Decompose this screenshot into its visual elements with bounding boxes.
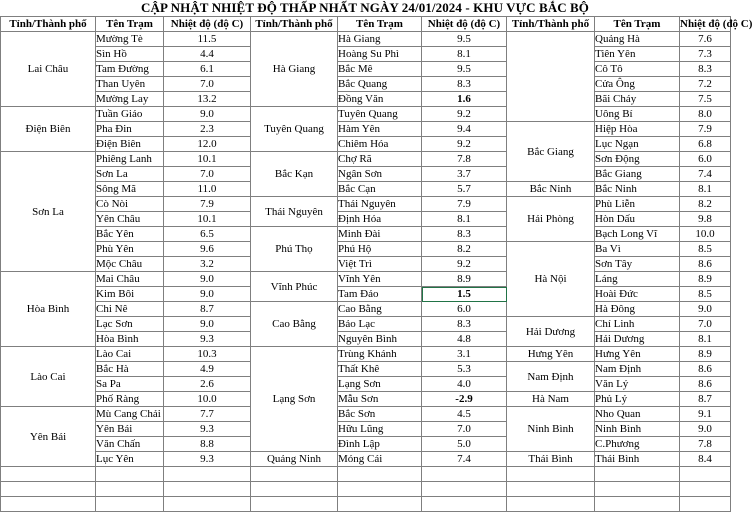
empty-cell[interactable] [338,467,422,482]
temperature-cell[interactable]: 12.0 [164,137,251,152]
table-row [1,437,731,452]
station-cell[interactable]: Phiêng Lanh [96,152,164,167]
station-cell[interactable]: Lạng Sơn [338,377,422,392]
temperature-cell[interactable]: 2.6 [164,377,251,392]
station-cell[interactable]: Bắc Cạn [338,182,422,197]
table-row [1,407,731,422]
station-cell[interactable]: Nho Quan [595,407,680,422]
table-row [1,77,731,92]
temperature-cell[interactable]: 1.6 [422,92,507,107]
temperature-cell[interactable]: 8.5 [680,242,731,257]
station-cell[interactable]: Phù Liễn [595,197,680,212]
table-row [1,92,731,107]
station-cell[interactable]: Mẫu Sơn [338,392,422,407]
station-cell[interactable]: Hà Giang [338,32,422,47]
station-cell[interactable]: Sìn Hồ [96,47,164,62]
station-cell[interactable]: Tam Đảo [338,287,422,302]
temperature-cell[interactable]: 6.0 [680,152,731,167]
station-cell[interactable]: Việt Trì [338,257,422,272]
temperature-cell[interactable]: 9.0 [164,287,251,302]
table-row [1,197,731,212]
temperature-table [0,16,752,480]
station-cell[interactable]: Minh Đài [338,227,422,242]
station-cell[interactable]: Cao Bằng [338,302,422,317]
header-province-1[interactable]: Tỉnh/Thành phố [1,17,96,32]
temperature-cell[interactable]: 8.7 [680,392,731,407]
empty-cell[interactable] [1,482,96,497]
table-row [1,347,731,362]
temperature-cell[interactable]: 9.3 [164,422,251,437]
province-cell[interactable]: Sơn La [1,152,96,272]
temperature-cell[interactable]: 7.9 [680,122,731,137]
station-cell[interactable]: Bắc Hà [96,362,164,377]
temperature-cell[interactable]: 4.9 [164,362,251,377]
empty-cell[interactable] [680,467,731,482]
station-cell[interactable]: Lục Yên [96,452,164,467]
empty-cell[interactable] [338,497,422,512]
station-cell[interactable]: Pha Đin [96,122,164,137]
table-body [1,32,731,512]
temperature-cell[interactable]: 7.9 [422,197,507,212]
temperature-cell[interactable]: 3.1 [422,347,507,362]
province-cell[interactable]: Hà Nội [507,242,595,317]
temperature-cell[interactable]: 9.2 [422,107,507,122]
station-cell[interactable]: C.Phương [595,437,680,452]
table-row [1,332,731,347]
header-temp-1[interactable]: Nhiệt độ (độ C) [164,17,251,32]
province-cell[interactable]: Tuyên Quang [251,107,338,152]
temperature-cell[interactable]: 9.3 [164,332,251,347]
table-row [1,227,731,242]
station-cell[interactable]: Mai Châu [96,272,164,287]
station-cell[interactable]: Điện Biên [96,137,164,152]
station-cell[interactable]: Yên Châu [96,212,164,227]
station-cell[interactable]: Đình Lập [338,437,422,452]
table-row [1,167,731,182]
header-province-2[interactable]: Tỉnh/Thành phố [251,17,338,32]
station-cell[interactable]: Trùng Khánh [338,347,422,362]
temperature-cell[interactable]: 8.1 [680,182,731,197]
temperature-cell[interactable]: 11.0 [164,182,251,197]
empty-cell[interactable] [96,497,164,512]
temperature-cell[interactable]: 7.8 [680,437,731,452]
province-cell[interactable]: Quảng Ninh [251,452,338,467]
temperature-cell[interactable]: 8.6 [680,257,731,272]
temperature-cell[interactable]: 8.3 [422,227,507,242]
empty-cell[interactable] [164,482,251,497]
temperature-cell[interactable]: 10.1 [164,152,251,167]
temperature-cell[interactable]: 9.5 [422,62,507,77]
station-cell[interactable]: Láng [595,272,680,287]
table-row [1,362,731,377]
station-cell[interactable]: Bắc Sơn [338,407,422,422]
empty-cell[interactable] [164,467,251,482]
temperature-cell[interactable]: 5.0 [422,437,507,452]
station-cell[interactable]: Tiên Yên [595,47,680,62]
temperature-cell[interactable]: 8.3 [422,77,507,92]
temperature-cell[interactable]: 8.7 [164,302,251,317]
temperature-cell[interactable]: 10.0 [680,227,731,242]
station-cell[interactable]: Định Hóa [338,212,422,227]
empty-cell[interactable] [338,482,422,497]
temperature-cell[interactable]: 7.3 [680,47,731,62]
station-cell[interactable]: Bắc Giang [595,167,680,182]
station-cell[interactable]: Ba Vì [595,242,680,257]
station-cell[interactable]: Sơn Động [595,152,680,167]
temperature-cell[interactable]: 4.8 [422,332,507,347]
temperature-cell[interactable]: 7.6 [680,32,731,47]
table-row [1,62,731,77]
table-row [1,122,731,137]
empty-cell[interactable] [96,467,164,482]
header-province-3[interactable]: Tỉnh/Thành phố [507,17,595,32]
temperature-cell[interactable]: 8.9 [680,347,731,362]
temperature-cell[interactable]: 9.6 [164,242,251,257]
temperature-cell[interactable]: 9.0 [164,317,251,332]
temperature-cell[interactable]: 7.7 [164,407,251,422]
station-cell[interactable]: Bắc Yên [96,227,164,242]
table-row [1,422,731,437]
temperature-cell[interactable]: 7.4 [680,167,731,182]
station-cell[interactable]: Hà Đông [595,302,680,317]
temperature-cell[interactable]: 11.5 [164,32,251,47]
station-cell[interactable]: Sa Pa [96,377,164,392]
station-cell[interactable]: Chợ Rã [338,152,422,167]
temperature-cell[interactable]: 7.8 [422,152,507,167]
table-row [1,377,731,392]
station-cell[interactable]: Mường Tè [96,32,164,47]
table-row [1,452,731,467]
table-row [1,182,731,197]
empty-cell[interactable] [96,482,164,497]
page-title: CẬP NHẬT NHIỆT ĐỘ THẤP NHẤT NGÀY 24/01/2024 - KHU VỰC BẮC BỘ [140,0,590,15]
empty-cell[interactable] [1,497,96,512]
station-cell[interactable]: Sông Mã [96,182,164,197]
temperature-cell[interactable]: 8.6 [680,377,731,392]
province-cell[interactable]: Hòa Bình [1,272,96,347]
temperature-cell[interactable]: 8.1 [422,47,507,62]
station-cell[interactable]: Tuần Giáo [96,107,164,122]
station-cell[interactable]: Thái Bình [595,452,680,467]
province-cell[interactable]: Hải Dương [507,317,595,347]
temperature-cell[interactable]: 5.7 [422,182,507,197]
temperature-cell[interactable]: 8.4 [680,452,731,467]
table-row [1,272,731,287]
temperature-cell[interactable]: 10.3 [164,347,251,362]
province-cell[interactable] [507,32,595,122]
station-cell[interactable]: Hải Dương [595,332,680,347]
province-cell[interactable]: Hà Giang [251,32,338,107]
empty-cell[interactable] [595,497,680,512]
table-row [1,302,731,317]
header-temp-2[interactable]: Nhiệt độ (độ C) [422,17,507,32]
temperature-cell[interactable]: 8.0 [680,107,731,122]
table-row [1,242,731,257]
temperature-cell[interactable]: 6.5 [164,227,251,242]
station-cell[interactable]: Yên Bái [96,422,164,437]
station-cell[interactable]: Phú Hộ [338,242,422,257]
station-cell[interactable]: Mộc Châu [96,257,164,272]
table-row [1,257,731,272]
station-cell[interactable]: Phố Ràng [96,392,164,407]
station-cell[interactable]: Kim Bôi [96,287,164,302]
header-station-3[interactable]: Tên Trạm [595,17,680,32]
table-row [1,287,731,302]
province-cell[interactable]: Thái Nguyên [251,197,338,227]
station-cell[interactable]: Bắc Quang [338,77,422,92]
spreadsheet-table [0,16,752,512]
station-cell[interactable]: Chí Linh [595,317,680,332]
temperature-cell[interactable]: 9.8 [680,212,731,227]
temperature-cell[interactable]: 9.3 [164,452,251,467]
empty-cell[interactable] [507,482,595,497]
station-cell[interactable]: Phủ Lý [595,392,680,407]
province-cell[interactable]: Điện Biên [1,107,96,152]
station-cell[interactable]: Móng Cái [338,452,422,467]
province-cell[interactable]: Yên Bái [1,407,96,467]
table-row [1,317,731,332]
temperature-cell[interactable]: 8.3 [422,317,507,332]
temperature-cell[interactable]: 8.2 [422,242,507,257]
temperature-cell[interactable]: 8.9 [422,272,507,287]
temperature-cell[interactable]: 4.0 [422,377,507,392]
temperature-cell[interactable]: 6.8 [680,137,731,152]
temperature-cell[interactable]: 7.0 [680,317,731,332]
empty-cell[interactable] [422,482,507,497]
station-cell[interactable]: Ninh Bình [595,422,680,437]
province-cell[interactable]: Hải Phòng [507,197,595,242]
empty-cell[interactable] [164,497,251,512]
station-cell[interactable]: Hàm Yên [338,122,422,137]
station-cell[interactable]: Uông Bí [595,107,680,122]
temperature-cell[interactable]: 5.3 [422,362,507,377]
empty-cell[interactable] [507,497,595,512]
temperature-cell[interactable]: 8.8 [164,437,251,452]
station-cell[interactable]: Chiêm Hóa [338,137,422,152]
station-cell[interactable]: Chi Nê [96,302,164,317]
temperature-cell[interactable]: 3.2 [164,257,251,272]
station-cell[interactable]: Cô Tô [595,62,680,77]
province-cell[interactable]: Lào Cai [1,347,96,407]
province-cell[interactable]: Vĩnh Phúc [251,272,338,302]
header-station-2[interactable]: Tên Trạm [338,17,422,32]
province-cell[interactable]: Lai Châu [1,32,96,107]
station-cell[interactable]: Hoài Đức [595,287,680,302]
province-cell[interactable]: Bắc Ninh [507,182,595,197]
temperature-cell[interactable]: 8.5 [680,287,731,302]
empty-cell[interactable] [680,497,731,512]
temperature-cell[interactable]: 9.0 [680,302,731,317]
temperature-cell[interactable]: 13.2 [164,92,251,107]
header-station-1[interactable]: Tên Trạm [96,17,164,32]
table-row [1,482,731,497]
temperature-cell[interactable]: 10.1 [164,212,251,227]
station-cell[interactable]: Hưng Yên [595,347,680,362]
temperature-cell[interactable]: 2.3 [164,122,251,137]
temperature-cell[interactable]: 7.2 [680,77,731,92]
table-row [1,47,731,62]
station-cell[interactable]: Lào Cai [96,347,164,362]
station-cell[interactable]: Thái Nguyên [338,197,422,212]
temperature-cell[interactable]: 7.9 [164,197,251,212]
station-cell[interactable]: Hòn Dấu [595,212,680,227]
temperature-cell[interactable]: 9.0 [680,422,731,437]
table-row [1,497,731,512]
empty-cell[interactable] [1,467,96,482]
province-cell[interactable]: Bắc Kạn [251,152,338,197]
temperature-cell[interactable]: 7.4 [422,452,507,467]
temperature-cell[interactable]: 4.4 [164,47,251,62]
temperature-cell[interactable]: 8.3 [680,62,731,77]
station-cell[interactable]: Cửa Ông [595,77,680,92]
station-cell[interactable]: Bắc Mê [338,62,422,77]
station-cell[interactable]: Cò Nòi [96,197,164,212]
province-cell[interactable]: Cao Bằng [251,302,338,347]
station-cell[interactable]: Tam Đường [96,62,164,77]
temperature-cell[interactable]: 7.0 [422,422,507,437]
empty-cell[interactable] [251,482,338,497]
table-row [1,212,731,227]
temperature-cell[interactable]: 7.0 [164,167,251,182]
station-cell[interactable]: Quảng Hà [595,32,680,47]
station-cell[interactable]: Bãi Cháy [595,92,680,107]
empty-cell[interactable] [422,497,507,512]
station-cell[interactable]: Lục Ngạn [595,137,680,152]
table-row [1,32,731,47]
temperature-cell[interactable]: 9.0 [164,272,251,287]
header-temp-3[interactable]: Nhiệt độ (độ C) [680,18,752,30]
empty-cell[interactable] [507,467,595,482]
table-row [1,137,731,152]
temperature-cell[interactable]: 9.2 [422,257,507,272]
station-cell[interactable]: Thất Khê [338,362,422,377]
temperature-cell[interactable]: 8.6 [680,362,731,377]
station-cell[interactable]: Sơn Tây [595,257,680,272]
temperature-cell[interactable]: 6.1 [164,62,251,77]
temperature-cell[interactable]: -2.9 [422,392,507,407]
temperature-cell[interactable]: 10.0 [164,392,251,407]
temperature-cell[interactable]: 6.0 [422,302,507,317]
station-cell[interactable]: Tuyên Quang [338,107,422,122]
province-cell[interactable]: Bắc Giang [507,122,595,182]
station-cell[interactable]: Lạc Sơn [96,317,164,332]
province-cell[interactable]: Hưng Yên [507,347,595,362]
empty-cell[interactable] [680,482,731,497]
province-cell[interactable]: Hà Nam [507,392,595,407]
temperature-cell[interactable]: 9.0 [164,107,251,122]
station-cell[interactable]: Văn Lý [595,377,680,392]
empty-cell[interactable] [422,467,507,482]
province-cell[interactable]: Lạng Sơn [251,347,338,452]
temperature-cell[interactable]: 8.2 [680,197,731,212]
station-cell[interactable]: Bảo Lạc [338,317,422,332]
table-row [1,467,731,482]
temperature-cell[interactable]: 3.7 [422,167,507,182]
station-cell[interactable]: Nguyên Bình [338,332,422,347]
temperature-cell[interactable]: 4.5 [422,407,507,422]
table-row [1,152,731,167]
empty-cell[interactable] [595,482,680,497]
station-cell[interactable]: Hữu Lũng [338,422,422,437]
temperature-cell[interactable]: 8.9 [680,272,731,287]
temperature-cell[interactable]: 9.5 [422,32,507,47]
station-cell[interactable]: Bắc Ninh [595,182,680,197]
station-cell[interactable]: Hòa Bình [96,332,164,347]
station-cell[interactable]: Ngân Sơn [338,167,422,182]
station-cell[interactable]: Bạch Long Vĩ [595,227,680,242]
station-cell[interactable]: Nam Định [595,362,680,377]
province-cell[interactable]: Phú Thọ [251,227,338,272]
temperature-cell[interactable]: 7.5 [680,92,731,107]
province-cell[interactable]: Ninh Bình [507,407,595,452]
station-cell[interactable]: Mù Cang Chải [96,407,164,422]
station-cell[interactable]: Sơn La [96,167,164,182]
empty-cell[interactable] [251,497,338,512]
temperature-cell[interactable]: 9.1 [680,407,731,422]
temperature-cell[interactable]: 9.2 [422,137,507,152]
temperature-cell[interactable]: 9.4 [422,122,507,137]
empty-cell[interactable] [251,467,338,482]
empty-cell[interactable] [595,467,680,482]
station-cell[interactable]: Mường Lay [96,92,164,107]
station-cell[interactable]: Văn Chấn [96,437,164,452]
province-cell[interactable]: Thái Bình [507,452,595,467]
temperature-cell[interactable]: 1.5 [422,287,507,302]
temperature-cell[interactable]: 8.1 [680,332,731,347]
station-cell[interactable]: Phù Yên [96,242,164,257]
station-cell[interactable]: Hiệp Hòa [595,122,680,137]
temperature-cell[interactable]: 8.1 [422,212,507,227]
province-cell[interactable]: Nam Định [507,362,595,392]
station-cell[interactable]: Hoàng Su Phì [338,47,422,62]
table-row [1,107,731,122]
station-cell[interactable]: Than Uyên [96,77,164,92]
header-row [1,17,731,32]
table-row [1,392,731,407]
station-cell[interactable]: Đồng Văn [338,92,422,107]
temperature-cell[interactable]: 7.0 [164,77,251,92]
station-cell[interactable]: Vĩnh Yên [338,272,422,287]
